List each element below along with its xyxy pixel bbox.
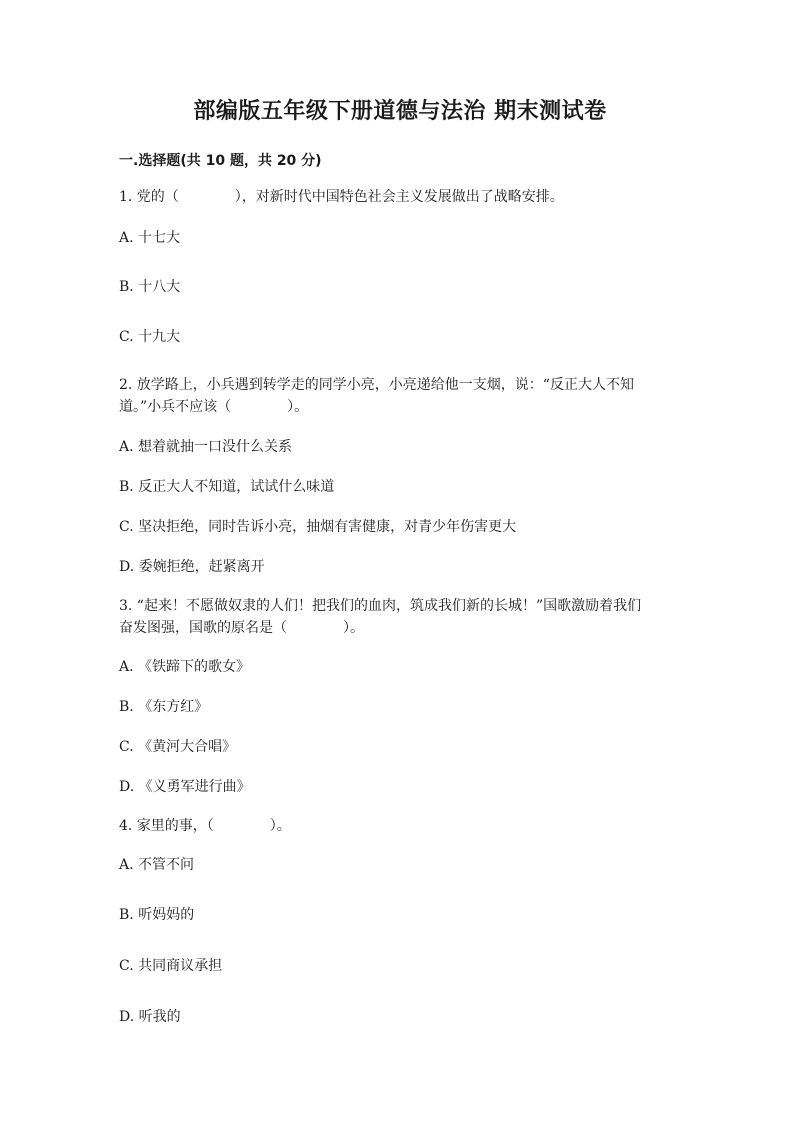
section-heading: 一.选择题(共 10 题，共 20 分) <box>119 153 322 169</box>
question-1-stem: 1. 党的（ ），对新时代中国特色社会主义发展做出了战略安排。 <box>119 189 564 205</box>
question-4-option-c: C. 共同商议承担 <box>119 958 223 974</box>
question-2-stem: 2. 放学路上，小兵遇到转学走的同学小亮，小亮递给他一支烟，说：“反正大人不知道。”小兵不应该（ ）。 <box>119 377 634 415</box>
page-title: 部编版五年级下册道德与法治 期末测试卷 <box>193 99 607 124</box>
question-4-option-b: B. 听妈妈的 <box>119 907 195 923</box>
question-3-option-a: A. 《铁蹄下的歌女》 <box>119 659 251 675</box>
question-3-option-c: C. 《黄河大合唱》 <box>119 739 237 755</box>
question-3-option-b: B. 《东方红》 <box>119 699 209 715</box>
question-2-option-c: C. 坚决拒绝，同时告诉小亮，抽烟有害健康，对青少年伤害更大 <box>119 519 517 535</box>
question-2-option-b: B. 反正大人不知道，试试什么味道 <box>119 479 335 495</box>
question-1-option-b: B. 十八大 <box>119 279 181 295</box>
question-3-option-d: D. 《义勇军进行曲》 <box>119 779 251 795</box>
question-4-option-a: A. 不管不问 <box>119 857 195 873</box>
question-3-stem: 3. “起来！不愿做奴隶的人们！把我们的血肉，筑成我们新的长城！”国歌激励着我们奋发图强，国歌的原名是（ ）。 <box>119 598 642 636</box>
question-4-stem: 4. 家里的事，（ ）。 <box>119 818 291 834</box>
question-4-option-d: D. 听我的 <box>119 1009 181 1025</box>
question-1-option-a: A. 十七大 <box>119 230 181 246</box>
question-2-option-d: D. 委婉拒绝，赶紧离开 <box>119 559 265 575</box>
question-2-option-a: A. 想着就抽一口没什么关系 <box>119 439 293 455</box>
question-1-option-c: C. 十九大 <box>119 329 181 345</box>
